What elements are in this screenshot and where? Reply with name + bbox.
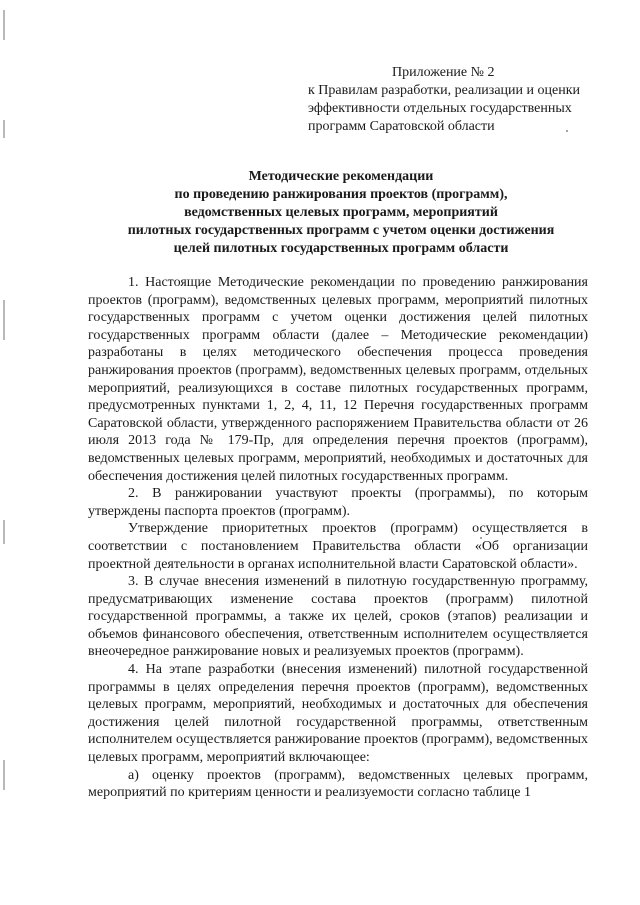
scan-edge-mark (3, 760, 5, 790)
paragraph-2-approval: Утверждение приоритетных проектов (программ) осуществляется в соответствии с постановлением Правительства области «Об организации проектной деятельности в органах исполнительной власти Саратовской области». (88, 521, 588, 572)
appendix-reference: к Правилам разработки, реализации и оценки эффективности отдельных государственных программ Саратовской области (308, 83, 581, 134)
title-line: целей пилотных государственных программ области (173, 241, 509, 256)
appendix-number: Приложение № 2 (392, 65, 495, 80)
appendix-header (308, 64, 593, 136)
scan-edge-mark (3, 300, 5, 340)
title-line: Методические рекомендации (248, 169, 434, 184)
title-line: пилотных государственных программ с учетом оценки достижения (127, 223, 555, 238)
paragraph-1: 1. Настоящие Методические рекомендации по проведению ранжирования проектов (программ), ведомственных целевых программ, мероприятий пилотных государственных программ с учетом оценки достижения целей пилотных государственных программ области (далее – Методические рекомендации) разработаны в целях методического обеспечения процесса проведения ранжирования проектов (программ), ведомственных целевых программ, отдельных мероприятий, реализующихся в составе пилотных государственных программ, предусмотренных пунктами 1, 2, 4, 11, 12 Перечня государственных программ Саратовской области, утвержденного распоряжением Правительства области от 26 июля 2013 года № 179-Пр, для определения перечня проектов (программ), ведомственных целевых программ, мероприятий, необходимых и достаточных для обеспечения достижения целей пилотных государственных программ. (88, 275, 588, 484)
paragraph-3: 3. В случае внесения изменений в пилотную государственную программу, предусматривающих изменение состава проектов (программ) пилотной государственной программы, а также их целей, сроков (этапов) реализации и объемов финансового обеспечения, ответственным исполнителем осуществляется внеочередное ранжирование новых и реализуемых проектов (программ). (88, 574, 588, 660)
scan-edge-mark (3, 520, 5, 544)
title-line: по проведению ранжирования проектов (программ), (174, 187, 508, 202)
paragraph-2: 2. В ранжировании участвуют проекты (программы), по которым утверждены паспорта проектов (программ). (88, 486, 588, 519)
paragraph-4: 4. На этапе разработки (внесения изменений) пилотной государственной программы в целях определения перечня проектов (программ), ведомственных целевых программ, мероприятий, необходимых и достаточных для обеспечения достижения целей пилотной государственной программы, ответственным исполнителем осуществляется ранжирование проектов (программ), ведомственных целевых программ, мероприятий включающее: (88, 662, 588, 766)
scan-edge-mark (3, 120, 5, 138)
title-line: ведомственных целевых программ, мероприятий (184, 205, 498, 220)
document-title (90, 168, 592, 258)
scan-edge-mark (3, 10, 5, 40)
paragraph-4a: а) оценку проектов (программ), ведомственных целевых программ, мероприятий по критериям ценности и реализуемости согласно таблице 1 (88, 767, 588, 801)
document-body (88, 274, 588, 802)
